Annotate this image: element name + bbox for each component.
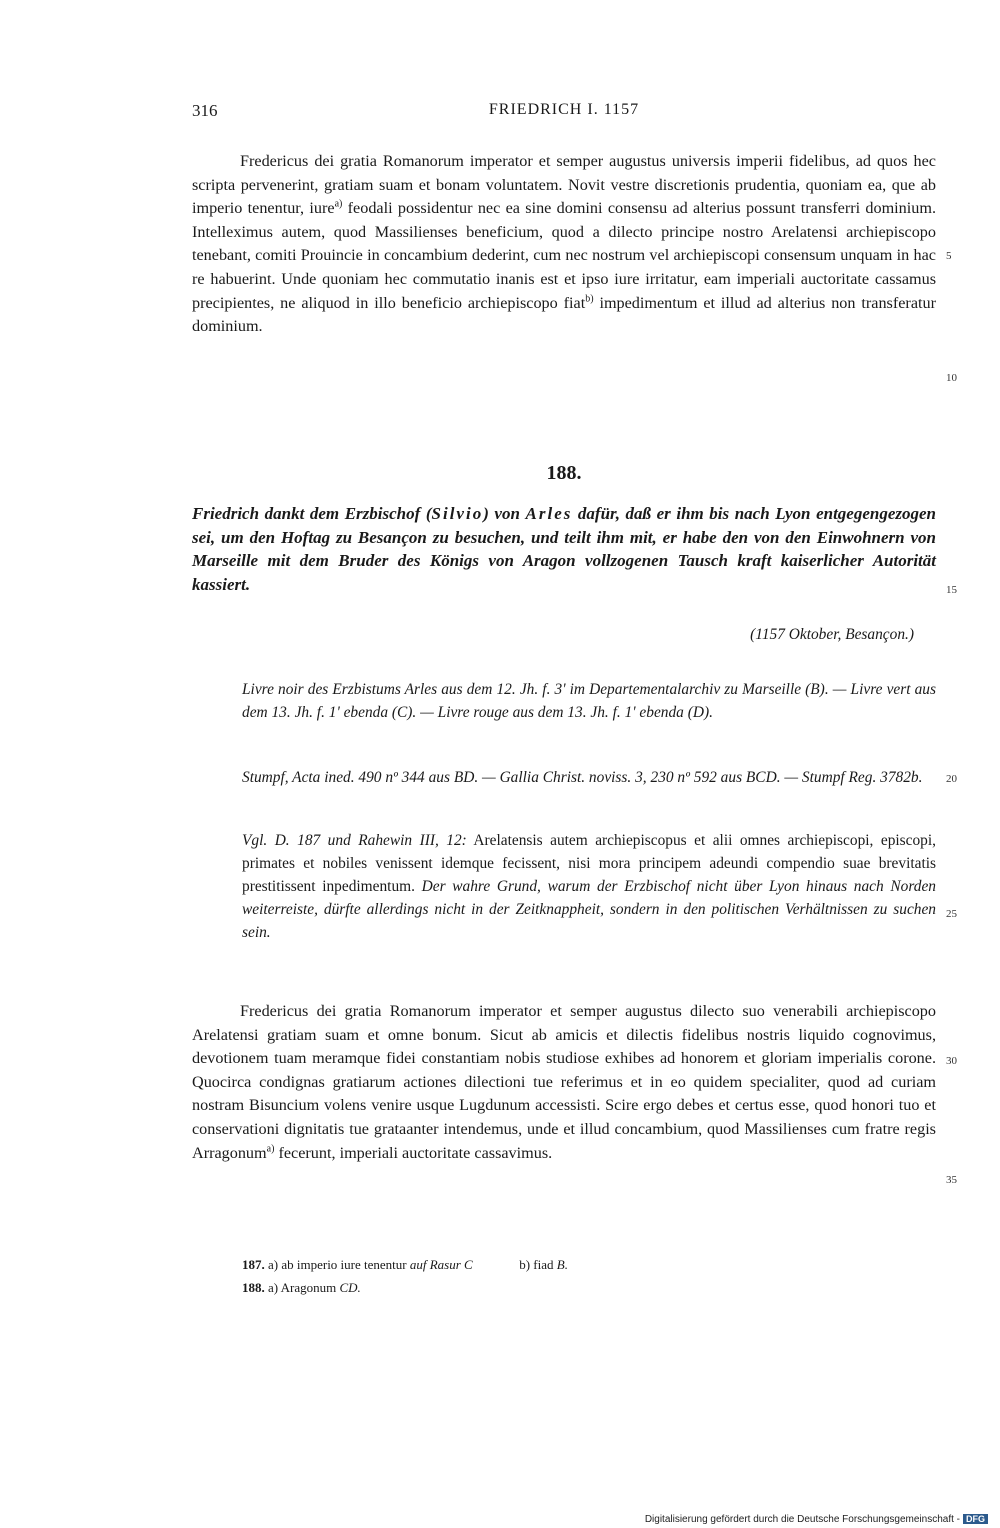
- regest: Friedrich dankt dem Erzbischof (Silvio) von Arles dafür, daß er ihm bis nach Lyon entgegengezogen sei, um den Hoftag zu Besançon zu besuchen, und teilt ihm mit, er habe den von den Einwohnern von Marseille mit dem Bruder des Königs von Aragon vollzogenen Tausch kraft kaiserlicher Autorität kassiert.: [192, 504, 936, 594]
- doc188-text: Fredericus dei gratia Romanorum imperator et semper augustus dilecto suo venerabili archiepiscopo Arelatensi gratiam suam et omne bonum. Sicut ab amicis et dilectis fidelibus nostris liquido cognovimus, devotionem tuam meramque fidei constantiam nobis studiose exhibes ad honorem et gloriam imperialis corone. Quocirca condignas gratiarum actiones dilectioni tue referimus et in eo quidem specialiter, quod ad curiam nostram Bisuncium volens venire usque Lugdunum accessisti. Scire ergo debes et certus esse, quod honori tuo et conservationi dignitatis tue grataanter intendemus, unde et illud concambium, quod Massilienses cum fratre regis Arragonum$^{a)}$ fecerunt, imperiali auctoritate cassavimus.: [192, 1002, 936, 1162]
- doc187-text: Fredericus dei gratia Romanorum imperator et semper augustus universis imperii fidelibus, ad quos hec scripta pervenerint, gratiam suam et bonam voluntatem. Novit vestre discretionis prudentia, quoniam ea, que ab imperio tenentur, iure$^{a)}$ feodali possidentur nec ea sine domini consensu ad alterius possunt transferri dominium. Intelleximus autem, quod Massilienses beneficium, quod a dilecto principe nostro Arelatensi archiepiscopo tenebant, comiti Prouincie in concambium dederint, cum nec nostrum vel archiepiscopi consensum unquam in hac re habuerint. Unde quoniam hec commutatio inanis est et ipso iure irritatur, eam imperiali auctoritate cassamus precipientes, ne aliquod in illo beneficio archiepiscopo fiat$^{b)}$ impedimentum et illud ad alterius non transferatur dominium.: [192, 152, 937, 336]
- note-mark-a: a): [334, 198, 343, 210]
- line-number: 35: [946, 1174, 957, 1186]
- line-number: 25: [946, 908, 957, 920]
- footnote-187: 187. a) ab imperio iure tenentur auf Rasur C b) fiad B.: [242, 1257, 568, 1272]
- page-header: [192, 101, 936, 125]
- running-title: FRIEDRICH I. 1157: [488, 101, 640, 118]
- sources-editions: Stumpf, Acta ined. 490 nº 344 aus BD. — Gallia Christ. noviss. 3, 230 nº 592 aus BCD. — Stumpf Reg. 3782b.: [242, 769, 923, 786]
- comparison-note: Vgl. D. 187 und Rahewin III, 12: Arelatensis autem archiepiscopus et alii omnes archiepiscopi, episcopi, primates et nobiles venissent idemque fecissent, nisi mora principem adeundi compendio suae brevitatis prestitissent inpedimentum. Der wahre Grund, warum der Erzbischof nicht über Lyon hinaus nach Norden weiterreiste, dürfte allerdings nicht in der Zeitknappheit, sondern in den politischen Verhältnissen zu suchen sein.: [242, 832, 936, 941]
- digitization-credit: Digitalisierung gefördert durch die Deutsche Forschungsgemeinschaft - DFG: [645, 1514, 988, 1525]
- line-number: 15: [946, 584, 957, 596]
- line-number: 20: [946, 773, 957, 785]
- line-number: 10: [946, 372, 957, 384]
- line-number: 30: [946, 1055, 957, 1067]
- line-number: 5: [946, 250, 952, 262]
- document-number: 188.: [546, 462, 582, 484]
- sources-manuscripts: Livre noir des Erzbistums Arles aus dem 12. Jh. f. 3' im Departementalarchiv zu Marseille (B). — Livre vert aus dem 13. Jh. f. 1' ebenda (C). — Livre rouge aus dem 13. Jh. f. 1' ebenda (D).: [242, 681, 936, 721]
- note-mark-b: b): [585, 293, 594, 305]
- footnote-188: 188. a) Aragonum CD.: [242, 1280, 361, 1295]
- dfg-logo: DFG: [963, 1514, 988, 1524]
- page-number: 316: [192, 101, 218, 120]
- date-place: (1157 Oktober, Besançon.): [750, 626, 914, 643]
- footnotes: [242, 1253, 568, 1299]
- note-mark-a: a): [266, 1143, 275, 1155]
